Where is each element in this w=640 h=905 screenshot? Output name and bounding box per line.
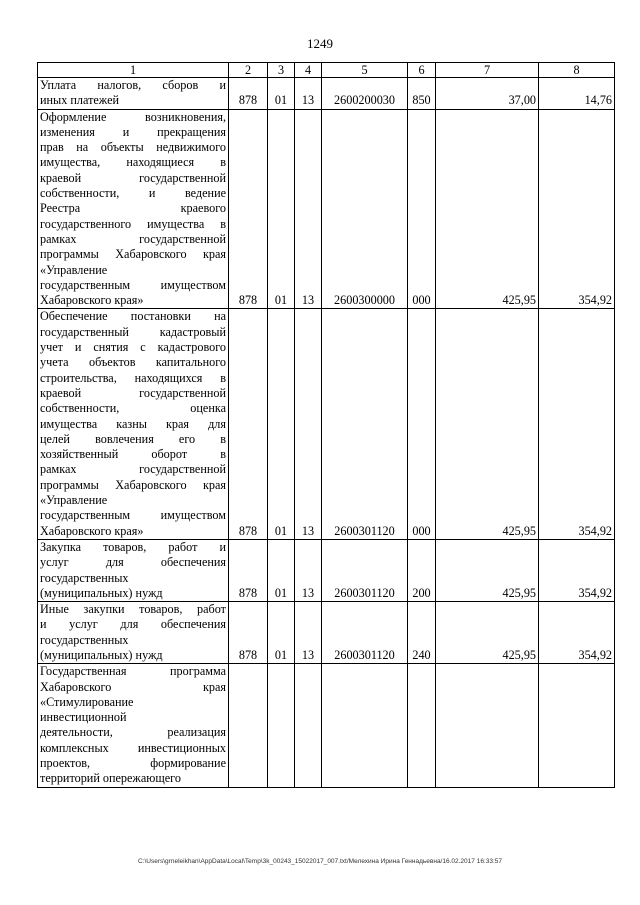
table-row	[38, 109, 615, 309]
column-header: 7	[436, 63, 539, 78]
row-name-line: и услуг для обеспечения	[40, 617, 226, 632]
page-number: 1249	[307, 36, 333, 51]
table-row	[38, 664, 615, 787]
expense-type-cell	[408, 664, 436, 787]
plan-amount-cell: 425,95	[436, 309, 539, 539]
subsection-code-cell: 13	[295, 309, 322, 539]
row-name-line: инвестиционной	[40, 710, 127, 725]
footer-file-path: C:\Users\grneleikhan\AppData\Local\Temp\3k_00243_15022017_007.txt/Мелехина Ирина Геннадьевна/16.02.2017 16:33:57	[137, 858, 503, 865]
admin-code-cell: 878	[229, 309, 268, 539]
row-name-line: «Управление	[40, 262, 108, 277]
actual-amount-cell: 354,92	[539, 539, 615, 601]
column-header: 4	[295, 63, 322, 78]
row-name-line: Иные закупки товаров, работ	[40, 602, 226, 617]
row-name-line: хозяйственный оборот в	[40, 447, 226, 462]
column-header: 2	[229, 63, 268, 78]
section-code-cell: 01	[268, 539, 295, 601]
row-name-line: «Стимулирование	[40, 694, 134, 709]
row-name-line: государственным имуществом	[40, 508, 226, 523]
plan-amount-cell: 425,95	[436, 539, 539, 601]
plan-amount-cell: 37,00	[436, 78, 539, 110]
expense-type-cell: 000	[408, 109, 436, 309]
actual-amount-cell: 354,92	[539, 109, 615, 309]
admin-code-cell	[229, 664, 268, 787]
target-article-cell: 2600300000	[322, 109, 408, 309]
section-code-cell: 01	[268, 602, 295, 664]
row-name-line: государственный кадастровый	[40, 324, 226, 339]
row-name-cell	[38, 309, 229, 539]
row-name-line: программы Хабаровского края	[40, 247, 226, 262]
table-row	[38, 539, 615, 601]
admin-code-cell: 878	[229, 109, 268, 309]
row-name-line: имущества казны края для	[40, 416, 226, 431]
subsection-code-cell: 13	[295, 78, 322, 110]
expense-type-cell: 200	[408, 539, 436, 601]
admin-code-cell: 878	[229, 539, 268, 601]
expense-type-cell: 240	[408, 602, 436, 664]
row-name-line: прав на объекты недвижимого	[40, 140, 226, 155]
actual-amount-cell: 354,92	[539, 602, 615, 664]
target-article-cell: 2600301120	[322, 602, 408, 664]
row-name-line: учета объектов капитального	[40, 355, 226, 370]
plan-amount-cell: 425,95	[436, 602, 539, 664]
column-header: 5	[322, 63, 408, 78]
expense-type-cell: 000	[408, 309, 436, 539]
column-header: 3	[268, 63, 295, 78]
row-name-line: Оформление возникновения,	[40, 109, 226, 124]
plan-amount-cell: 425,95	[436, 109, 539, 309]
row-name-cell	[38, 539, 229, 601]
table-row	[38, 309, 615, 539]
section-code-cell	[268, 664, 295, 787]
row-name-line: территорий опережающего	[40, 771, 181, 786]
row-name-line: комплексных инвестиционных	[40, 740, 226, 755]
table-row	[38, 78, 615, 110]
row-name-line: Уплата налогов, сборов и	[40, 78, 226, 92]
subsection-code-cell: 13	[295, 602, 322, 664]
subsection-code-cell: 13	[295, 539, 322, 601]
row-name-line: Обеспечение постановки на	[40, 309, 226, 324]
row-name-line: собственности, оценка	[40, 401, 226, 416]
row-name-line: собственности, и ведение	[40, 186, 226, 201]
column-header: 8	[539, 63, 615, 78]
row-name-line: имущества, находящиеся в	[40, 155, 226, 170]
row-name-line: деятельности, реализация	[40, 725, 226, 740]
row-name-line: целей вовлечения его в	[40, 431, 226, 446]
section-code-cell: 01	[268, 109, 295, 309]
row-name-line: краевой государственной	[40, 385, 226, 400]
section-code-cell: 01	[268, 309, 295, 539]
admin-code-cell: 878	[229, 602, 268, 664]
target-article-cell: 2600301120	[322, 309, 408, 539]
row-name-cell	[38, 664, 229, 787]
row-name-line: краевой государственной	[40, 170, 226, 185]
row-name-line: Реестра краевого	[40, 201, 226, 216]
row-name-line: иных платежей	[40, 93, 119, 108]
row-name-line: Хабаровского края»	[40, 523, 144, 538]
row-name-line: рамках государственной	[40, 462, 226, 477]
column-header: 1	[38, 63, 229, 78]
row-name-line: государственного имущества в	[40, 216, 226, 231]
row-name-line: Государственная программа	[40, 664, 226, 679]
row-name-line: государственным имуществом	[40, 277, 226, 292]
row-name-line: (муниципальных) нужд	[40, 647, 163, 662]
row-name-line: строительства, находящихся в	[40, 370, 226, 385]
budget-table	[37, 62, 615, 788]
target-article-cell	[322, 664, 408, 787]
row-name-line: «Управление	[40, 493, 108, 508]
row-name-line: государственных	[40, 570, 129, 585]
row-name-line: Хабаровского края»	[40, 293, 144, 308]
row-name-cell	[38, 109, 229, 309]
row-name-line: учет и снятия с кадастрового	[40, 340, 226, 355]
row-name-line: (муниципальных) нужд	[40, 585, 163, 600]
row-name-line: изменения и прекращения	[40, 124, 226, 139]
row-name-line: программы Хабаровского края	[40, 477, 226, 492]
target-article-cell: 2600301120	[322, 539, 408, 601]
section-code-cell: 01	[268, 78, 295, 110]
plan-amount-cell	[436, 664, 539, 787]
row-name-line: Хабаровского края	[40, 679, 226, 694]
row-name-cell	[38, 602, 229, 664]
row-name-line: государственных	[40, 632, 129, 647]
admin-code-cell: 878	[229, 78, 268, 110]
expense-type-cell: 850	[408, 78, 436, 110]
row-name-cell	[38, 78, 229, 110]
row-name-line: услуг для обеспечения	[40, 555, 226, 570]
actual-amount-cell: 354,92	[539, 309, 615, 539]
row-name-line: Закупка товаров, работ и	[40, 539, 226, 554]
column-header: 6	[408, 63, 436, 78]
table-row	[38, 602, 615, 664]
header-row	[38, 63, 615, 78]
subsection-code-cell: 13	[295, 109, 322, 309]
target-article-cell: 2600200030	[322, 78, 408, 110]
subsection-code-cell	[295, 664, 322, 787]
row-name-line: рамках государственной	[40, 231, 226, 246]
actual-amount-cell	[539, 664, 615, 787]
actual-amount-cell: 14,76	[539, 78, 615, 110]
row-name-line: проектов, формирование	[40, 756, 226, 771]
